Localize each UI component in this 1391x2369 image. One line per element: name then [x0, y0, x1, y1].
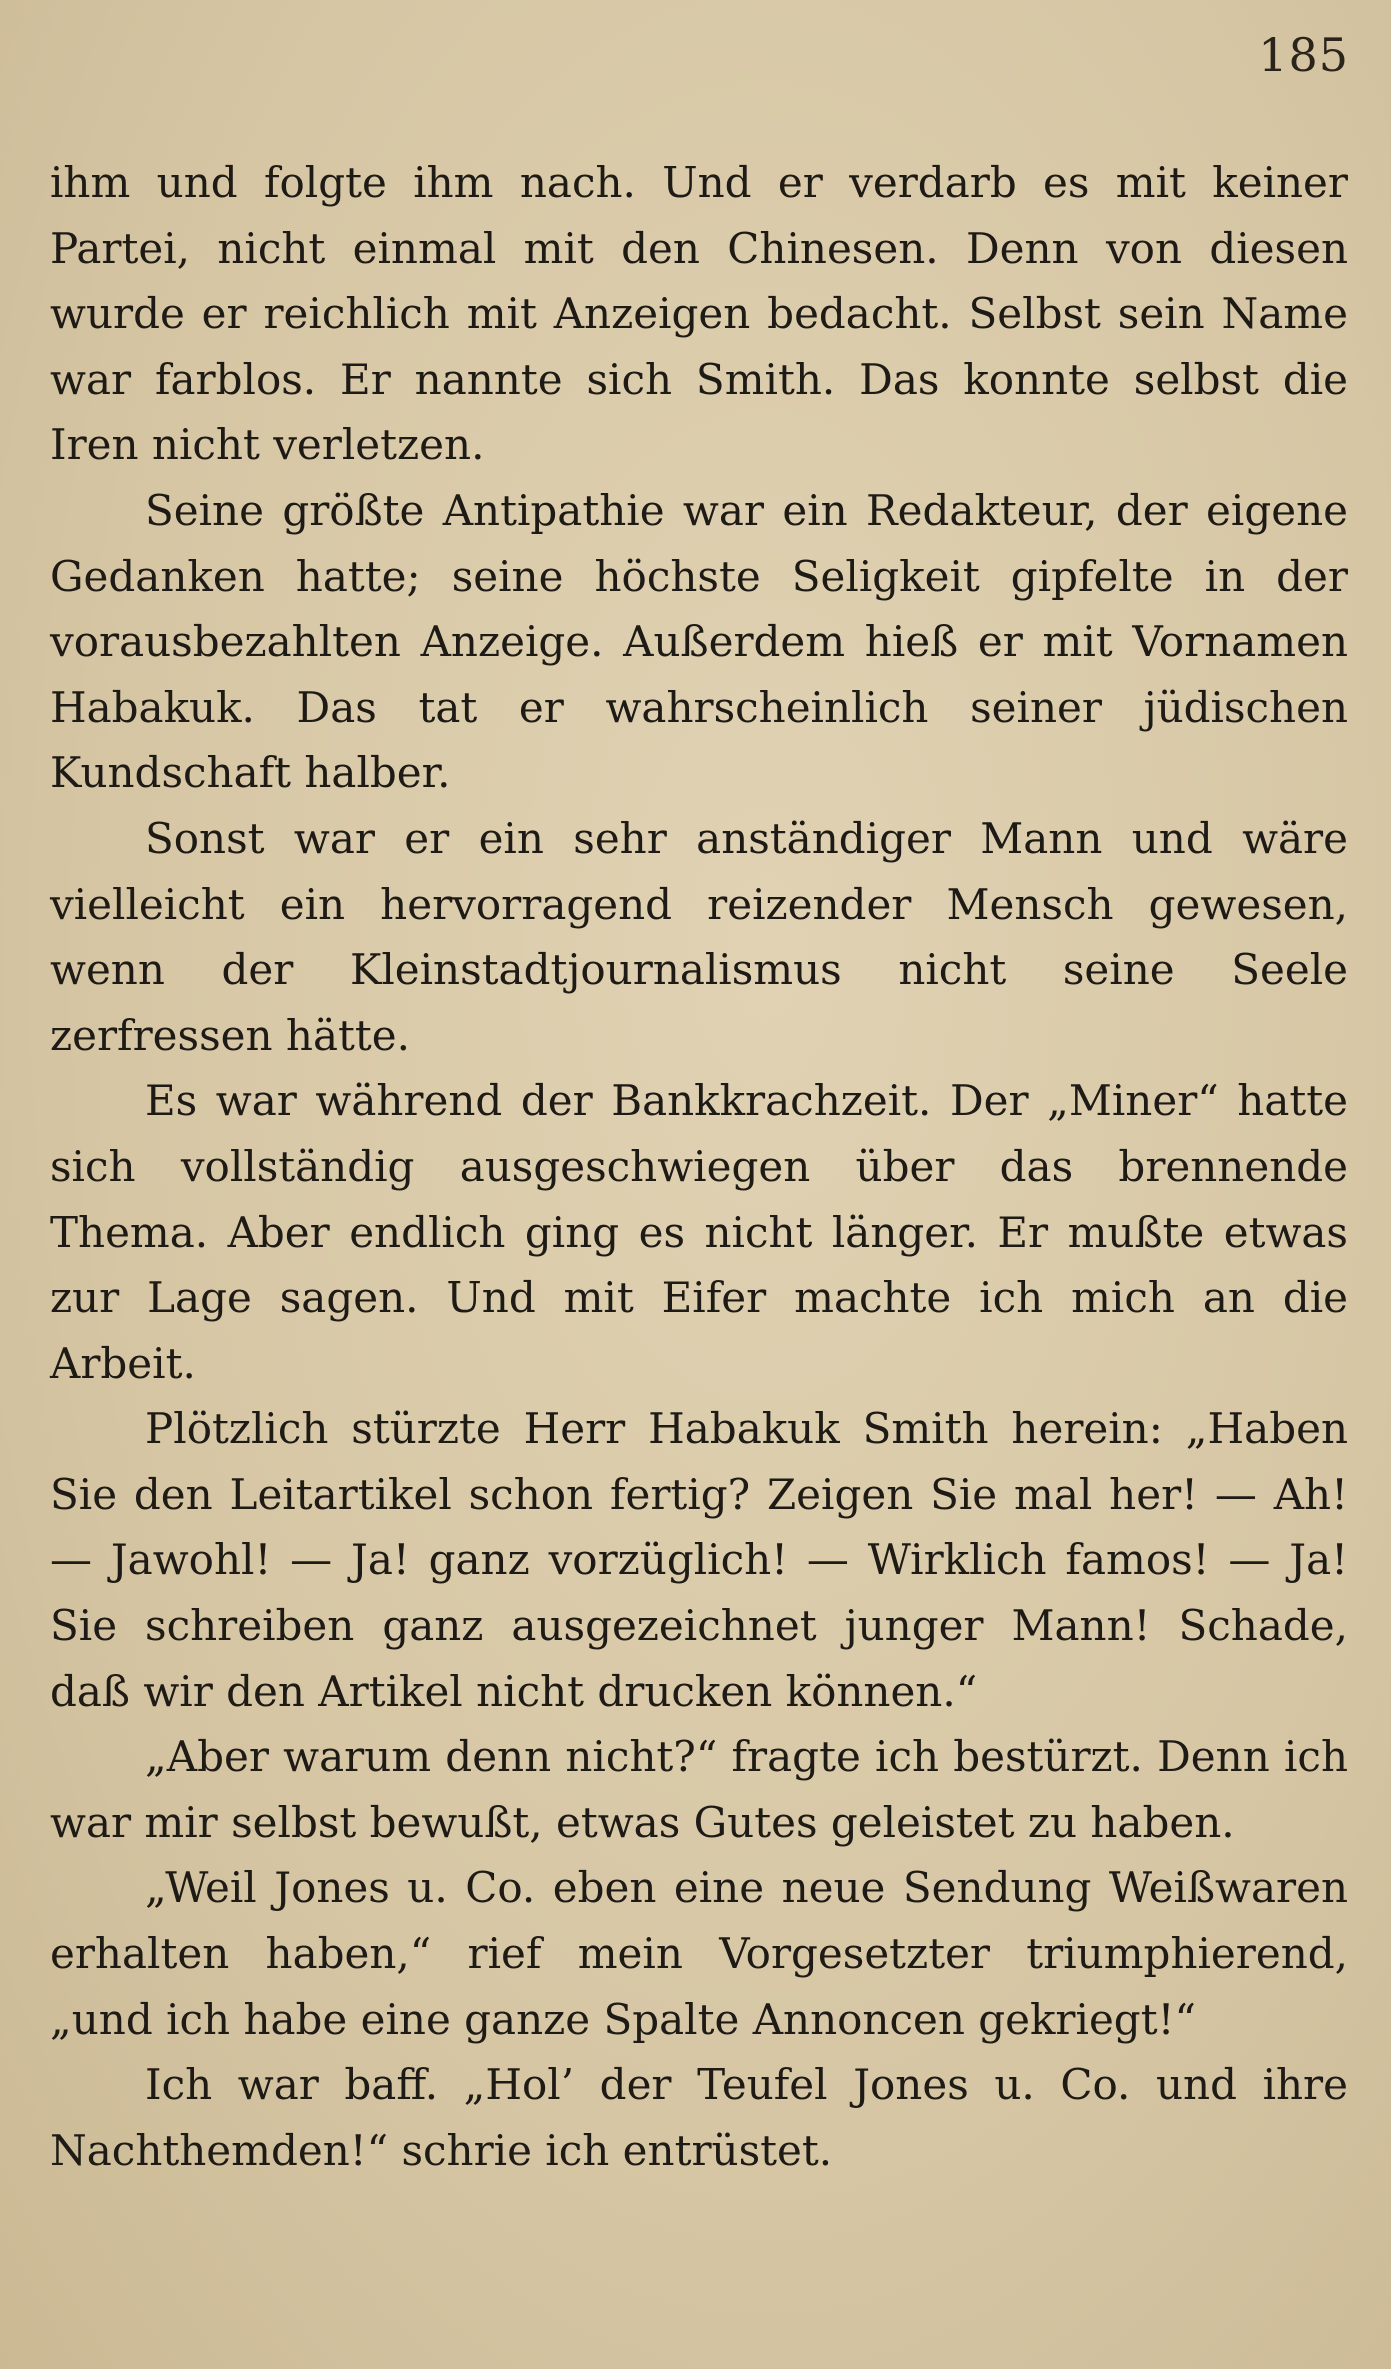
- paragraph: „Weil Jones u. Co. eben eine neue Sendung Weißwaren erhalten haben,“ rief mein Vorgesetzter triumphierend, „und ich habe eine ganze Spalte Annoncen gekriegt!“: [50, 1863, 1348, 2044]
- paragraph: Plötzlich stürzte Herr Habakuk Smith herein: „Haben Sie den Leitartikel schon fertig? Zeigen Sie mal her! — Ah! — Jawohl! — Ja! ganz vorzüglich! — Wirklich famos! — Ja! Sie schreiben ganz ausgezeichnet junger Mann! Schade, daß wir den Artikel nicht drucken können.“: [50, 1404, 1348, 1716]
- body-text: [50, 150, 1348, 2183]
- paragraph: Sonst war er ein sehr anständiger Mann und wäre vielleicht ein hervorragend reizender Mensch gewesen, wenn der Kleinstadtjournalismus nicht seine Seele zerfressen hätte.: [50, 813, 1348, 1060]
- page-number: 185: [1258, 28, 1349, 82]
- paragraph-continued: ihm und folgte ihm nach. Und er verdarb es mit keiner Partei, nicht einmal mit den Chinesen. Denn von diesen wurde er reichlich mit Anzeigen bedacht. Selbst sein Name war farblos. Er nannte sich Smith. Das konnte selbst die Iren nicht verletzen.: [50, 158, 1348, 470]
- paragraph: Es war während der Bankkrachzeit. Der „Miner“ hatte sich vollständig ausgeschwiegen über das brennende Thema. Aber endlich ging es nicht länger. Er mußte etwas zur Lage sagen. Und mit Eifer machte ich mich an die Arbeit.: [50, 1076, 1348, 1388]
- paragraph: Ich war baff. „Hol’ der Teufel Jones u. Co. und ihre Nachthemden!“ schrie ich entrüstet.: [50, 2060, 1348, 2175]
- paragraph: „Aber warum denn nicht?“ fragte ich bestürzt. Denn ich war mir selbst bewußt, etwas Gutes geleistet zu haben.: [50, 1732, 1348, 1847]
- paragraph: Seine größte Antipathie war ein Redakteur, der eigene Gedanken hatte; seine höchste Seligkeit gipfelte in der vorausbezahlten Anzeige. Außerdem hieß er mit Vornamen Habakuk. Das tat er wahrscheinlich seiner jüdischen Kundschaft halber.: [50, 485, 1348, 798]
